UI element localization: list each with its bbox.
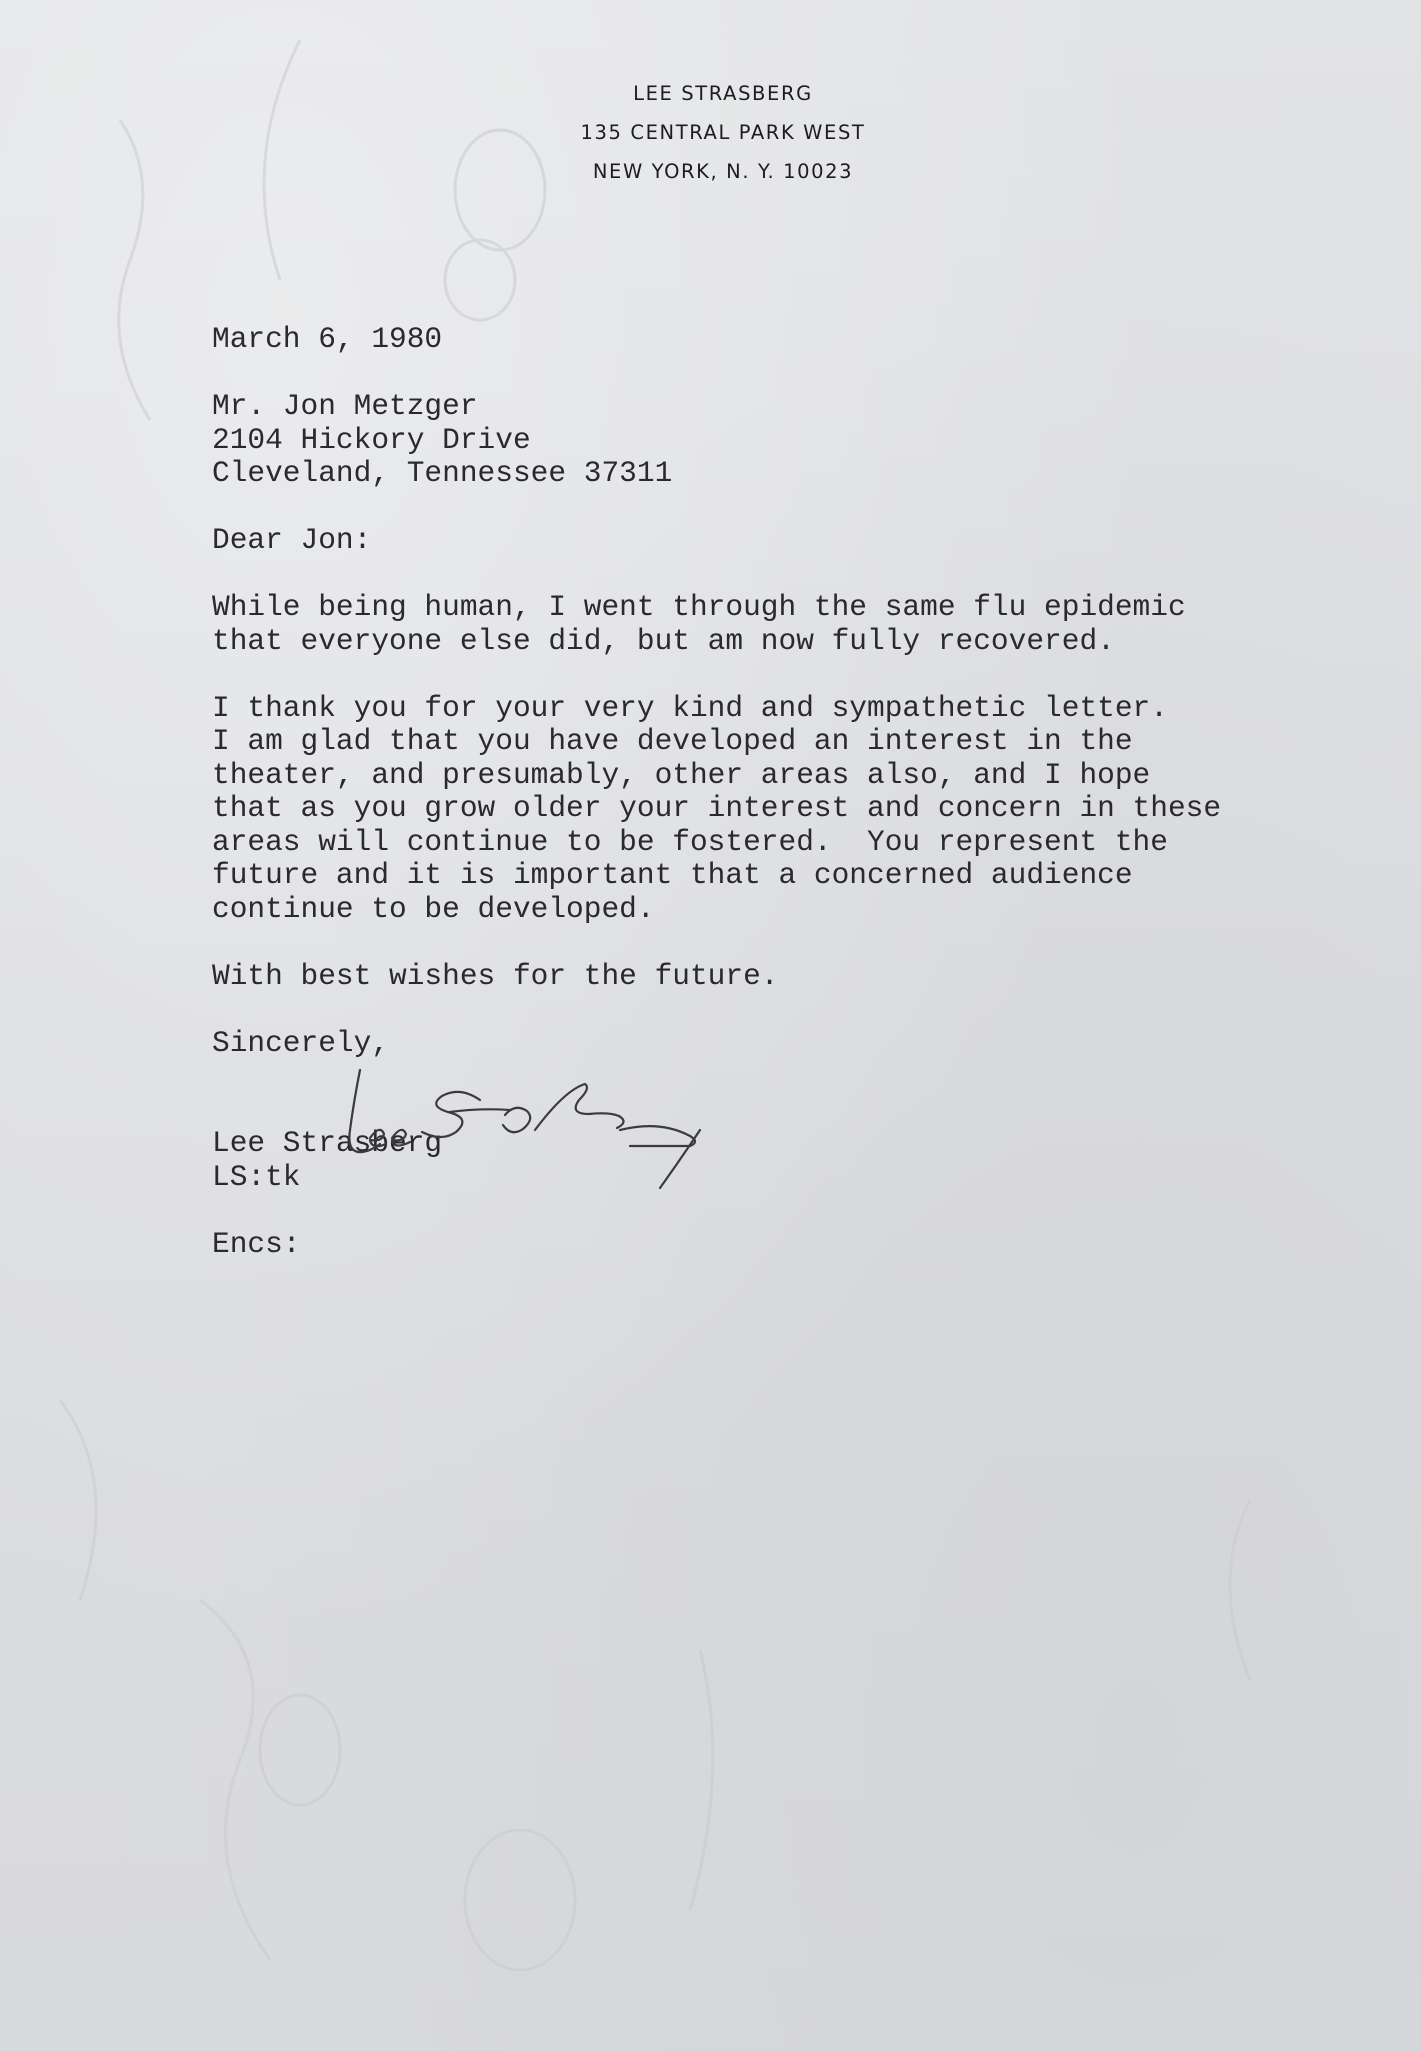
signer-name: Lee Strasberg <box>212 1126 443 1160</box>
paragraph-2-line: I am glad that you have developed an interest in the <box>212 724 1133 758</box>
paragraph-1-line: that everyone else did, but am now fully recovered. <box>212 623 1115 658</box>
paragraph-2-line: that as you grow older your interest and concern in these <box>212 791 1222 825</box>
paragraph-2-line: continue to be developed. <box>212 891 655 926</box>
closing-wish: With best wishes for the future. <box>212 958 779 993</box>
reference-initials: LS:tk <box>212 1159 301 1194</box>
letter-date: March 6, 1980 <box>212 322 443 356</box>
paragraph-2-line: future and it is important that a concerned audience <box>212 858 1133 892</box>
salutation: Dear Jon: <box>212 523 372 557</box>
recipient-name: Mr. Jon Metzger <box>212 389 478 423</box>
enclosures: Encs: <box>212 1226 301 1261</box>
paragraph-2-line: areas will continue to be fostered. You represent the <box>212 824 1168 859</box>
letterhead-city: NEW YORK, N. Y. 10023 <box>592 160 854 183</box>
recipient-street: 2104 Hickory Drive <box>212 422 531 457</box>
letterhead <box>0 74 1421 191</box>
paragraph-2-line: I thank you for your very kind and sympathetic letter. <box>212 690 1168 725</box>
paragraph-1-line: While being human, I went through the same flu epidemic <box>212 590 1186 624</box>
paragraph-2-line: theater, and presumably, other areas also, and I hope <box>212 757 1151 792</box>
closing: Sincerely, <box>212 1025 390 1060</box>
handwritten-signature <box>330 1060 790 1195</box>
letterhead-name: LEE STRASBERG <box>633 82 813 105</box>
recipient-city: Cleveland, Tennessee 37311 <box>212 456 673 490</box>
letterhead-street: 135 CENTRAL PARK WEST <box>580 121 866 144</box>
